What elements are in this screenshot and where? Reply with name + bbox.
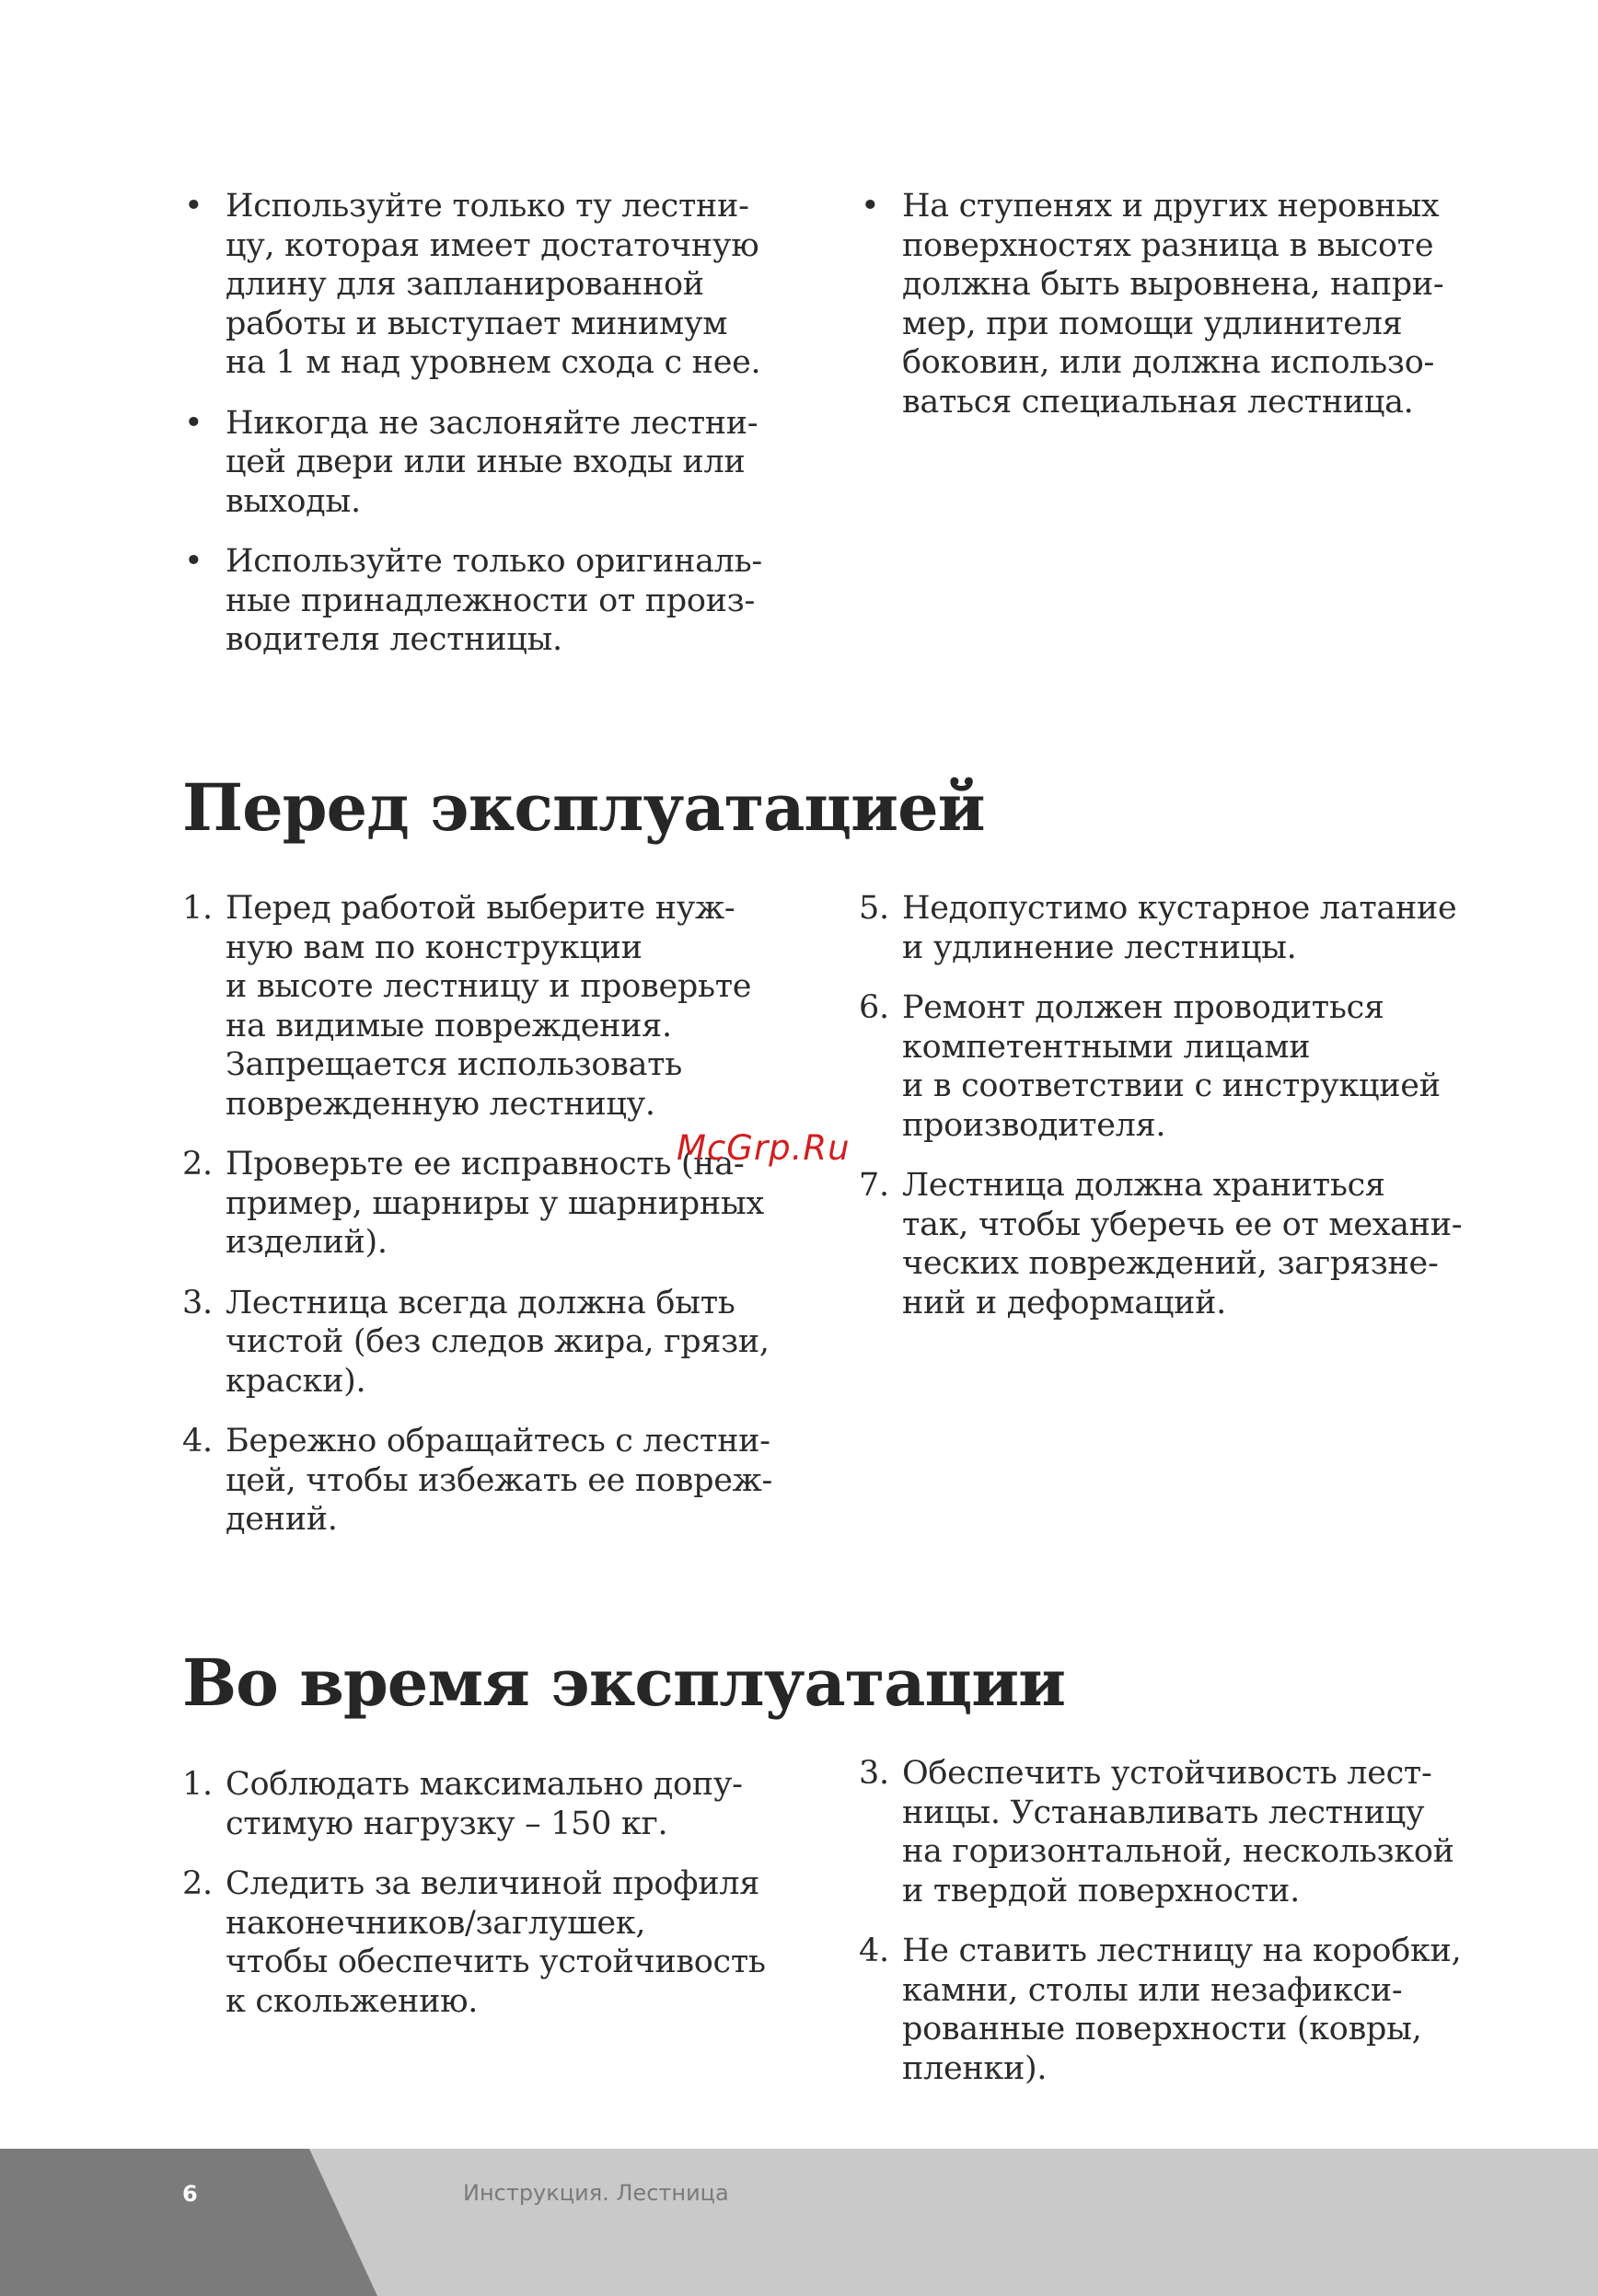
list-item-text: Никогда не заслоняйте лестни- цей двери или иные входы или выходы. <box>226 404 758 520</box>
bullet-marker: • <box>184 543 203 580</box>
list-item <box>859 988 1485 1145</box>
page-number: 6 <box>182 2181 198 2207</box>
list-number: 5. <box>859 890 889 927</box>
list-number: 2. <box>182 1865 213 1902</box>
list-number: 1. <box>182 890 213 927</box>
footer-document-title: Инструкция. Лестница <box>463 2180 729 2206</box>
bullet-marker: • <box>861 188 880 225</box>
list-item-text: Обеспечить устойчивость лест- ницы. Устанавливать лестницу на горизонтальной, нескользкой и твердой поверхности. <box>902 1755 1454 1909</box>
list-item-text: Не ставить лестницу на коробки, камни, столы или незафикси- рованные поверхности (ковры, пленки). <box>902 1933 1462 2087</box>
before-right-column <box>859 889 1485 1322</box>
intro-left-column <box>182 187 808 660</box>
list-item-text: Следить за величиной профиля наконечников/заглушек, чтобы обеспечить устойчивость к скольжению. <box>226 1865 766 2020</box>
list-item <box>859 889 1485 967</box>
list-item-text: На ступенях и других неровных поверхностях разница в высоте должна быть выровнена, напри- мер, при помощи удлинителя боковин, или должна использо- ваться специальная лестница. <box>902 188 1444 421</box>
list-item-text: Перед работой выберите нуж- ную вам по конструкции и высоте лестницу и проверьте на видимые повреждения. Запрещается использовать поврежденную лестницу. <box>226 890 752 1123</box>
list-number: 4. <box>859 1933 889 1969</box>
section-title-before-use: Перед эксплуатацией <box>182 769 985 846</box>
bullet-marker: • <box>184 404 203 442</box>
intro-right-column <box>859 187 1485 421</box>
page-footer <box>0 2149 1598 2296</box>
list-item <box>182 404 808 522</box>
list-item-text: Проверьте ее исправность (на- пример, шарниры у шарнирных изделий). <box>226 1146 764 1261</box>
list-item-text: Используйте только ту лестни- цу, которая имеет достаточную длину для запланированной работы и выступает минимум на 1 м над уровнем схода с нее. <box>226 188 761 381</box>
list-item <box>859 1754 1485 1910</box>
list-item-text: Недопустимо кустарное латание и удлинение лестницы. <box>902 890 1457 966</box>
before-left-column <box>182 889 808 1540</box>
list-item <box>182 1864 808 2021</box>
list-number: 1. <box>182 1766 213 1803</box>
list-item-text: Лестница должна храниться так, чтобы уберечь ее от механи- ческих повреждений, загрязне- ний и деформаций. <box>902 1167 1463 1321</box>
list-item <box>182 542 808 660</box>
list-number: 2. <box>182 1146 213 1183</box>
list-item-text: Используйте только оригиналь- ные принадлежности от произ- водителя лестницы. <box>226 543 762 658</box>
list-item-text: Соблюдать максимально допу- стимую нагрузку – 150 кг. <box>226 1766 743 1842</box>
list-item <box>859 1932 1485 2088</box>
list-item <box>182 1765 808 1843</box>
watermark-text: McGrp.Ru <box>677 1128 851 1168</box>
during-right-column <box>859 1754 1485 2088</box>
list-item <box>182 889 808 1124</box>
during-left-column <box>182 1765 808 2021</box>
list-item <box>182 1284 808 1402</box>
footer-band <box>0 2149 1598 2296</box>
list-number: 3. <box>859 1755 889 1792</box>
list-number: 4. <box>182 1423 213 1460</box>
list-item <box>182 187 808 383</box>
list-number: 6. <box>859 989 889 1026</box>
section-title-during-use: Во время эксплуатации <box>182 1644 1066 1721</box>
list-number: 7. <box>859 1167 889 1204</box>
list-item-text: Ремонт должен проводиться компетентными лицами и в соответствии с инструкцией производителя. <box>902 989 1441 1144</box>
list-item <box>182 1422 808 1540</box>
list-item-text: Лестница всегда должна быть чистой (без следов жира, грязи, краски). <box>226 1284 770 1400</box>
list-number: 3. <box>182 1284 213 1321</box>
bullet-marker: • <box>184 188 203 225</box>
list-item <box>859 187 1485 421</box>
list-item-text: Бережно обращайтесь с лестни- цей, чтобы избежать ее повреж- дений. <box>226 1423 773 1538</box>
list-item <box>859 1166 1485 1322</box>
